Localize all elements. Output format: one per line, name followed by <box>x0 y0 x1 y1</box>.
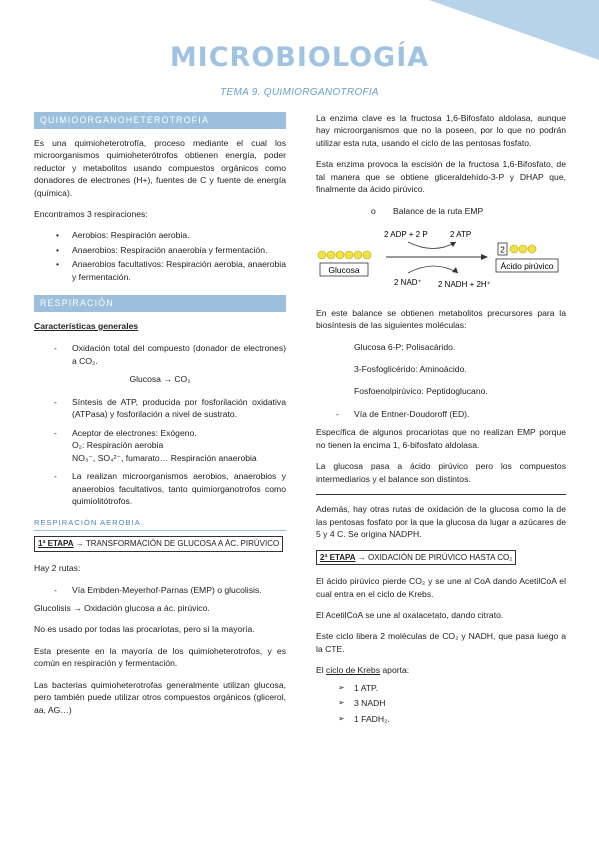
stage-1-heading <box>34 536 283 552</box>
subheading-caracteristicas: Características generales <box>34 321 139 332</box>
paragraph: Es una quimioheterotrofía, proceso mediante el cual los microorganismos quimioheterótrofos obtienen energía, poder reductor y metabolitos usando compuestos orgánicos como donadores de electrones (H+), fuentes de C y fuente de energía (química). <box>34 137 286 198</box>
characteristics-list <box>34 396 286 508</box>
carbon-atom-dot <box>318 251 326 259</box>
right-column <box>316 112 566 728</box>
paragraph: Esta presente en la mayoría de los quimioheterotrofos, y es común en respiración y fermentación. <box>34 645 286 669</box>
list-item: - Oxidación total del compuesto (donador de electrones) a CO₂. <box>34 342 286 367</box>
list-item: • Aerobios: Respiración aerobia. <box>34 229 286 241</box>
list-item <box>34 427 286 464</box>
paragraph: Glucolisis → Oxidación glucosa a ác. pirúvico. <box>34 602 210 613</box>
glucose-molecule <box>318 251 371 259</box>
list-item: ➢ 1 FADH₂. <box>316 713 566 725</box>
list-item: • Anaerobios facultativos: Respiración aerobia, anaerobia y fermentación. <box>34 258 286 283</box>
paragraph: El ácido pirúvico pierde CO₂ y se une al CoA dando AcetilCoA el cual entra en el ciclo de Krebs. <box>316 576 566 599</box>
list-item: - Vía Embden-Meyerhof-Parnas (EMP) o glucolisis. <box>34 584 286 596</box>
section-header-quimioorganoheterotrofia: QUIMIOORGANOHETEROTROFIA <box>34 112 286 129</box>
carbon-atom-dot <box>354 251 362 259</box>
respiration-types-list <box>34 229 286 283</box>
list-item-line: Aceptor de electrones: Exógeno. <box>72 427 197 438</box>
balance-title: Balance de la ruta EMP <box>393 205 484 216</box>
metabolite-item: 3-Fosfoglicérido: Aminoácido. <box>354 363 467 374</box>
balance-heading <box>316 205 566 217</box>
krebs-yield-list <box>316 682 566 725</box>
carbon-atom-dot <box>528 245 536 253</box>
paragraph: Esta enzima provoca la escisión de la fructosa 1,6-Bifosfato, de tal manera que se obtiene gliceraldehído-3-P y DHAP que, finalmente da ácido pirúvico. <box>316 159 566 195</box>
eq-top-left: 2 ADP + 2 P <box>384 230 428 240</box>
coef-label: 2 <box>500 244 505 255</box>
stage-1-text: → TRANSFORMACIÓN DE GLUCOSA A ÁC. PIRÚVICO <box>73 539 280 549</box>
characteristics-list <box>34 342 286 367</box>
krebs-pre: El <box>316 665 327 676</box>
paragraph: Las bacterias quimioheterotrofas generalmente utilizan glucosa, pero también puede utilizar otros compuestos orgánicos (glicerol, aa, AG…) <box>34 679 286 715</box>
page-subtitle: TEMA 9. QUIMIORGANOTROFIA <box>220 87 379 98</box>
routes-list <box>34 584 286 596</box>
carbon-atom-dot <box>336 251 344 259</box>
divider <box>316 494 566 495</box>
formula-glucosa-co2: Glucosa → CO₂ <box>129 374 191 385</box>
pyruvate-label: Ácido pirúvico <box>500 261 554 272</box>
arrowhead-icon <box>481 254 488 260</box>
paragraph: No es usado por todas las procariotas, pero sí la mayoría. <box>34 624 255 635</box>
paragraph: La enzima clave es la fructosa 1,6-Bifosfato aldolasa, aunque hay microorganismos que no la poseen, por lo que no podrán utilizar esta ruta, usando el ciclo de las pentosas fosfato. <box>316 113 566 148</box>
list-item: - Síntesis de ATP, producida por fosforilación oxidativa (ATPasa) y fosforilación a nivel de sustrato. <box>34 396 286 421</box>
nadh-curve-arrow <box>408 266 458 273</box>
pyruvate-molecule <box>510 245 536 253</box>
section-header-respiracion-aerobia: RESPIRACIÓN AEROBIA <box>34 517 286 531</box>
list-item: • Anaerobios: Respiración anaerobia y fermentación. <box>34 244 286 256</box>
eq-bottom-right: 2 NADH + 2H⁺ <box>438 280 491 290</box>
carbon-atom-dot <box>327 251 335 259</box>
carbon-atom-dot <box>510 245 518 253</box>
list-item: ➢ 3 NADH <box>316 697 566 709</box>
list-item: - Vía de Entner-Doudoroff (ED). <box>316 408 566 420</box>
glucose-label: Glucosa <box>328 265 360 276</box>
krebs-term: ciclo de Krebs <box>326 665 381 676</box>
stage-1-label: 1ª ETAPA <box>38 539 74 549</box>
atp-curve-arrow <box>408 242 456 249</box>
paragraph: El AcetilCoA se une al oxalacetato, dando citrato. <box>316 610 504 621</box>
eq-bottom-left: 2 NAD⁺ <box>394 278 422 288</box>
paragraph: La glucosa pasa a ácido pirúvico pero los compuestos intermediarios y el balance son distintos. <box>316 461 566 484</box>
list-item: - La realizan microorganismos aerobios, anaerobios y anaerobios facultativos, tanto quimiorganotrofos como quimiolitótrofos. <box>34 470 286 507</box>
emp-balance-diagram <box>316 225 566 291</box>
list-item-line: O₂: Respiración aerobia <box>72 440 164 451</box>
carbon-atom-dot <box>345 251 353 259</box>
routes-list <box>316 408 566 420</box>
list-item: ➢ 1 ATP. <box>316 682 566 694</box>
carbon-atom-dot <box>363 251 371 259</box>
stage-2-text: → OXIDACIÓN DE PIRÚVICO HASTA CO₂ <box>355 552 513 562</box>
krebs-intro <box>316 664 566 676</box>
list-item-line: NO₃⁻, SO₄²⁻, fumarato… Respiración anaerobia <box>72 452 257 463</box>
paragraph: Además, hay otras rutas de oxidación de la glucosa como la de las pentosas fosfato por la que la glucosa da lugar a azúcares de 5 y 4 C. Se origina NADPH. <box>316 504 566 540</box>
section-header-respiracion: RESPIRACIÓN <box>34 295 286 312</box>
paragraph: Encontramos 3 respiraciones: <box>34 209 148 220</box>
page-title: MICROBIOLOGÍA <box>169 42 430 73</box>
paragraph: Específica de algunos procariotas que no realizan EMP porque no tienen la encima 1, 6-bifosfato aldolasa. <box>316 427 566 450</box>
metabolite-item: Fosfoenolpirúvico: Peptidoglucano. <box>354 386 488 397</box>
left-column <box>34 112 286 725</box>
paragraph: Hay 2 rutas: <box>34 563 81 574</box>
metabolite-item: Glucosa 6-P: Polisacárido. <box>354 341 456 352</box>
paragraph: Este ciclo libera 2 moléculas de CO₂ y NADH, que pasa luego a la CTE. <box>316 631 566 654</box>
stage-2-heading <box>316 550 516 566</box>
circle-bullet: o <box>371 205 376 216</box>
stage-2-label: 2ª ETAPA <box>320 552 356 562</box>
paragraph: En este balance se obtienen metabolitos precursores para la biosíntesis de las siguientes moléculas: <box>316 307 566 331</box>
eq-top-right: 2 ATP <box>450 230 472 240</box>
krebs-post: aporta: <box>380 665 410 676</box>
carbon-atom-dot <box>519 245 527 253</box>
